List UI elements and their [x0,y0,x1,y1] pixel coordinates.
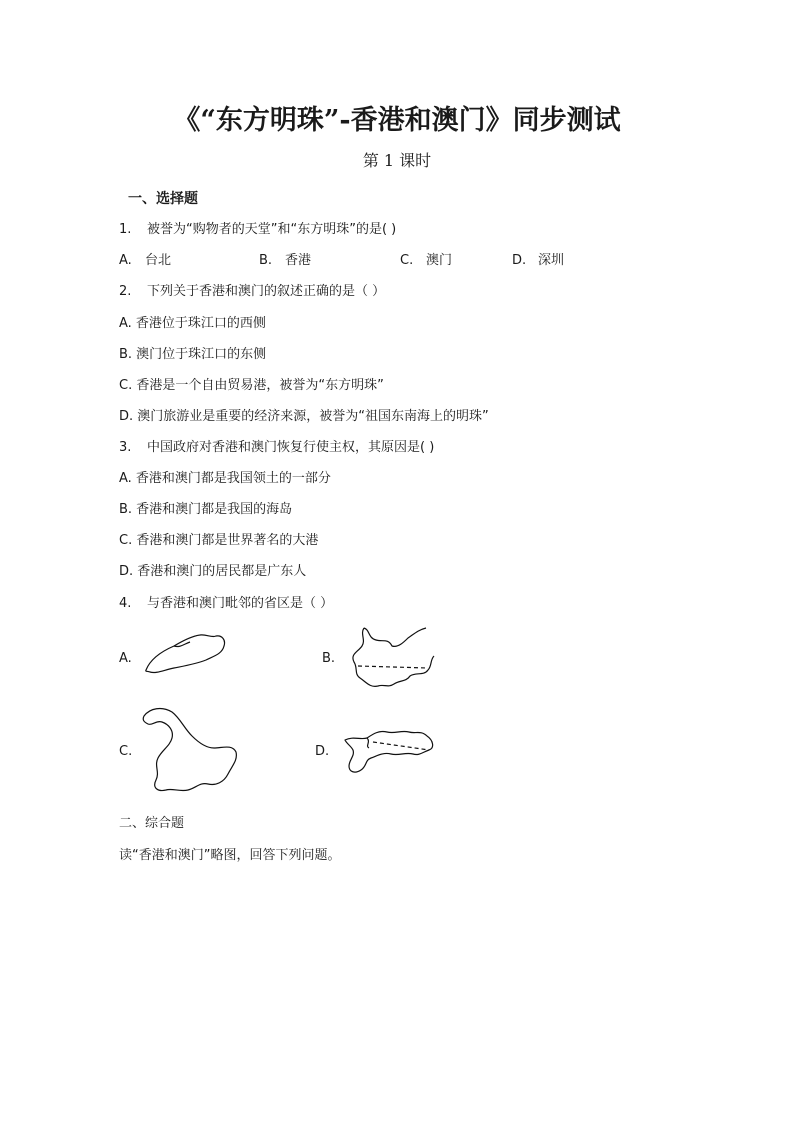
question-number: 3. [119,440,132,455]
question-2 [119,280,385,299]
q4-option-c-label[interactable]: C. [119,744,133,759]
section-heading-choice: 一、选择题 [128,191,198,207]
q4-option-a-label[interactable]: A. [119,651,132,666]
q4-option-d-map[interactable] [343,726,439,778]
q3-option-a[interactable]: A. 香港和澳门都是我国领土的一部分 [119,471,331,486]
q1-option-b[interactable]: B. 香港 [259,253,312,268]
q4-option-b-label[interactable]: B. [322,651,336,666]
q3-option-d[interactable]: D. 香港和澳门的居民都是广东人 [119,564,307,579]
q2-option-c[interactable]: C. 香港是一个自由贸易港，被誉为“东方明珠” [119,378,384,393]
question-1 [119,218,396,237]
question-text: 与香港和澳门毗邻的省区是（ ） [147,596,334,611]
question-number: 2. [119,284,132,299]
section-heading-comprehensive: 二、综合题 [119,816,185,831]
q1-option-d[interactable]: D. 深圳 [512,253,565,268]
q2-option-a[interactable]: A. 香港位于珠江口的西侧 [119,316,266,331]
question-number: 4. [119,596,132,611]
q4-option-d-label[interactable]: D. [315,744,330,759]
question-number: 1. [119,222,132,237]
page-subtitle: 第 1 课时 [362,151,432,170]
q4-option-b-map[interactable] [348,624,438,692]
question-text: 被誉为“购物者的天堂”和“东方明珠”的是( ) [147,222,397,237]
question-3 [119,436,434,455]
q4-option-a-map[interactable] [140,630,230,680]
q1-option-a[interactable]: A. 台北 [119,253,172,268]
q1-option-c[interactable]: C. 澳门 [400,253,453,268]
question-4 [119,592,333,611]
page-title: 《“东方明珠”-香港和澳门》同步测试 [173,105,621,136]
question-text: 下列关于香港和澳门的叙述正确的是（ ） [147,284,386,299]
q2-option-d[interactable]: D. 澳门旅游业是重要的经济来源，被誉为“祖国东南海上的明珠” [119,409,489,424]
q4-option-c-map[interactable] [140,704,240,796]
q3-option-b[interactable]: B. 香港和澳门都是我国的海岛 [119,502,293,517]
q3-option-c[interactable]: C. 香港和澳门都是世界著名的大港 [119,533,319,548]
q2-option-b[interactable]: B. 澳门位于珠江口的东侧 [119,347,267,362]
question-text: 中国政府对香港和澳门恢复行使主权，其原因是( ) [147,440,435,455]
question-5-prompt: 读“香港和澳门”略图，回答下列问题。 [119,848,341,863]
